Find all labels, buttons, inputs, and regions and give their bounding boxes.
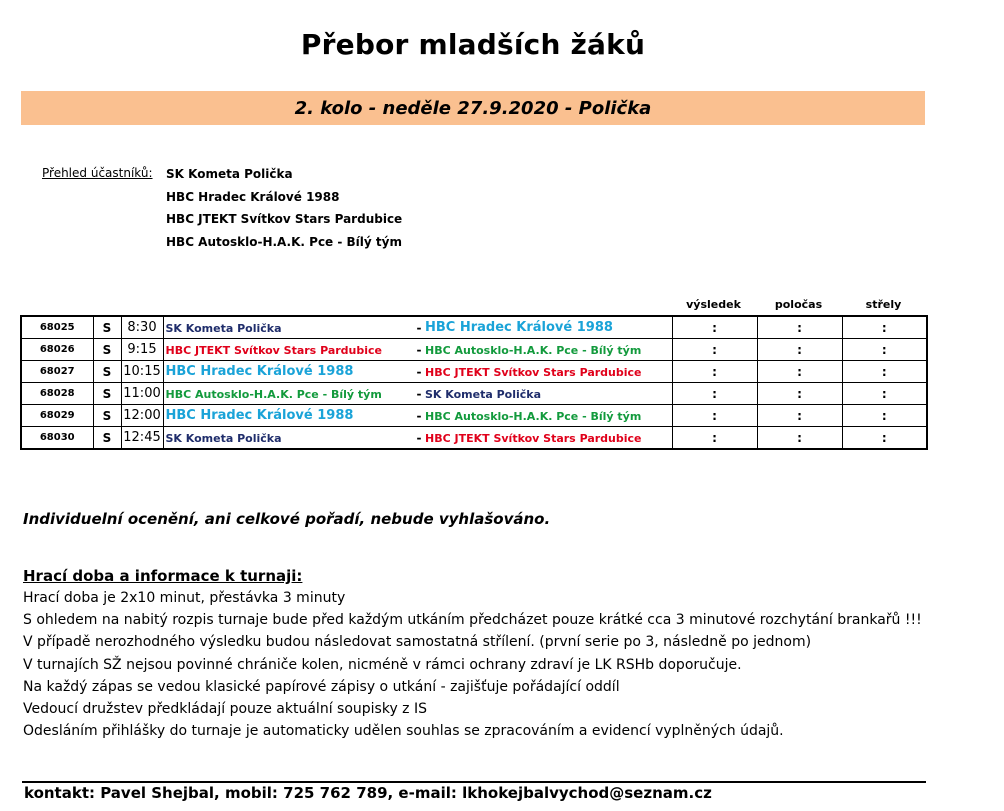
match-type: S bbox=[93, 383, 121, 405]
halftime-cell: : bbox=[757, 339, 842, 361]
home-team-label: HBC Hradec Králové 1988 bbox=[165, 364, 354, 379]
away-team-label: HBC Autosklo-H.A.K. Pce - Bílý tým bbox=[425, 409, 642, 423]
info-line: Odesláním přihlášky do turnaje je automaticky udělen souhlas se zpracováním a evidencí vyplněných údajů. bbox=[23, 723, 784, 740]
schedule-table bbox=[20, 315, 928, 450]
participant-item: HBC JTEKT Svítkov Stars Pardubice bbox=[166, 212, 403, 226]
home-team-label: SK Kometa Polička bbox=[165, 431, 282, 445]
shots-cell: : bbox=[842, 405, 927, 427]
match-row bbox=[21, 383, 927, 405]
home-team-label: HBC Autosklo-H.A.K. Pce - Bílý tým bbox=[165, 387, 382, 401]
away-team-label: HBC Autosklo-H.A.K. Pce - Bílý tým bbox=[425, 343, 642, 357]
halftime-cell: : bbox=[757, 427, 842, 450]
match-type: S bbox=[93, 405, 121, 427]
away-team bbox=[425, 361, 672, 383]
match-separator: - bbox=[413, 339, 425, 361]
match-separator: - bbox=[413, 405, 425, 427]
participant-item: SK Kometa Polička bbox=[166, 167, 293, 181]
match-separator: - bbox=[413, 383, 425, 405]
info-heading: Hrací doba a informace k turnaji: bbox=[23, 567, 303, 585]
info-line: Hrací doba je 2x10 minut, přestávka 3 minuty bbox=[23, 590, 346, 606]
home-team bbox=[163, 383, 413, 405]
match-row bbox=[21, 427, 927, 450]
awards-note: Individuelní ocenění, ani celkové pořadí, nebude vyhlašováno. bbox=[23, 510, 551, 528]
match-time: 8:30 bbox=[121, 316, 163, 339]
match-separator: - bbox=[413, 427, 425, 450]
shots-cell: : bbox=[842, 383, 927, 405]
home-team-label: SK Kometa Polička bbox=[165, 321, 282, 335]
home-team bbox=[163, 361, 413, 383]
home-team bbox=[163, 339, 413, 361]
home-team-label: HBC Hradec Králové 1988 bbox=[165, 408, 354, 423]
info-line: V případě nerozhodného výsledku budou následovat samostatná střílení. (první serie po 3, následně po jednom) bbox=[23, 634, 812, 651]
match-number: 68028 bbox=[21, 383, 93, 405]
halftime-cell: : bbox=[757, 316, 842, 339]
match-type: S bbox=[93, 427, 121, 450]
contact-line: kontakt: Pavel Shejbal, mobil: 725 762 789, e-mail: lkhokejbalvychod@seznam.cz bbox=[24, 784, 712, 802]
participants-list bbox=[166, 166, 402, 256]
result-cell: : bbox=[672, 339, 757, 361]
halftime-cell: : bbox=[757, 383, 842, 405]
match-time: 12:00 bbox=[121, 405, 163, 427]
halftime-cell: : bbox=[757, 405, 842, 427]
match-row bbox=[21, 316, 927, 339]
match-time: 11:00 bbox=[121, 383, 163, 405]
match-number: 68027 bbox=[21, 361, 93, 383]
match-number: 68025 bbox=[21, 316, 93, 339]
footer-divider bbox=[22, 781, 926, 783]
column-header-halftime: poločas bbox=[774, 298, 823, 311]
participants-label: Přehled účastníků: bbox=[42, 166, 153, 180]
info-line: Vedoucí družstev předkládají pouze aktuální soupisky z IS bbox=[23, 700, 427, 717]
info-lines bbox=[23, 589, 922, 744]
away-team-label: HBC JTEKT Svítkov Stars Pardubice bbox=[425, 365, 642, 379]
shots-cell: : bbox=[842, 339, 927, 361]
away-team bbox=[425, 383, 672, 405]
away-team-label: HBC Hradec Králové 1988 bbox=[425, 320, 613, 335]
home-team-label: HBC JTEKT Svítkov Stars Pardubice bbox=[165, 343, 383, 357]
match-separator: - bbox=[413, 316, 425, 339]
result-cell: : bbox=[672, 361, 757, 383]
match-separator: - bbox=[413, 361, 425, 383]
info-line: V turnajích SŽ nejsou povinné chrániče kolen, nicméně v rámci ochrany zdraví je LK RSHb doporučuje. bbox=[23, 656, 742, 673]
shots-cell: : bbox=[842, 427, 927, 450]
away-team bbox=[425, 339, 672, 361]
away-team bbox=[425, 316, 672, 339]
page-title: Přebor mladších žáků bbox=[300, 28, 646, 61]
result-cell: : bbox=[672, 427, 757, 450]
match-time: 9:15 bbox=[121, 339, 163, 361]
match-number: 68030 bbox=[21, 427, 93, 450]
halftime-cell: : bbox=[757, 361, 842, 383]
participant-item: HBC Hradec Králové 1988 bbox=[166, 189, 340, 204]
result-cell: : bbox=[672, 405, 757, 427]
match-type: S bbox=[93, 316, 121, 339]
round-banner: 2. kolo - neděle 27.9.2020 - Polička bbox=[21, 91, 925, 125]
away-team-label: HBC JTEKT Svítkov Stars Pardubice bbox=[425, 431, 642, 445]
shots-cell: : bbox=[842, 316, 927, 339]
away-team bbox=[425, 427, 672, 450]
home-team bbox=[163, 405, 413, 427]
match-time: 10:15 bbox=[121, 361, 163, 383]
match-type: S bbox=[93, 361, 121, 383]
match-time: 12:45 bbox=[121, 427, 163, 450]
participant-item: HBC Autosklo-H.A.K. Pce - Bílý tým bbox=[166, 234, 402, 249]
home-team bbox=[163, 427, 413, 450]
match-row bbox=[21, 361, 927, 383]
column-header-shots: střely bbox=[865, 298, 902, 311]
home-team bbox=[163, 316, 413, 339]
match-type: S bbox=[93, 339, 121, 361]
match-row bbox=[21, 339, 927, 361]
result-cell: : bbox=[672, 383, 757, 405]
match-row bbox=[21, 405, 927, 427]
away-team bbox=[425, 405, 672, 427]
away-team-label: SK Kometa Polička bbox=[425, 387, 542, 401]
shots-cell: : bbox=[842, 361, 927, 383]
result-cell: : bbox=[672, 316, 757, 339]
column-header-result: výsledek bbox=[686, 298, 741, 311]
match-number: 68029 bbox=[21, 405, 93, 427]
info-line: Na každý zápas se vedou klasické papírové zápisy o utkání - zajišťuje pořádající oddíl bbox=[23, 678, 620, 695]
match-number: 68026 bbox=[21, 339, 93, 361]
info-line: S ohledem na nabitý rozpis turnaje bude před každým utkáním předcházet pouze krátké cca 3 minutové rozchytání brankařů !!! bbox=[23, 612, 922, 629]
